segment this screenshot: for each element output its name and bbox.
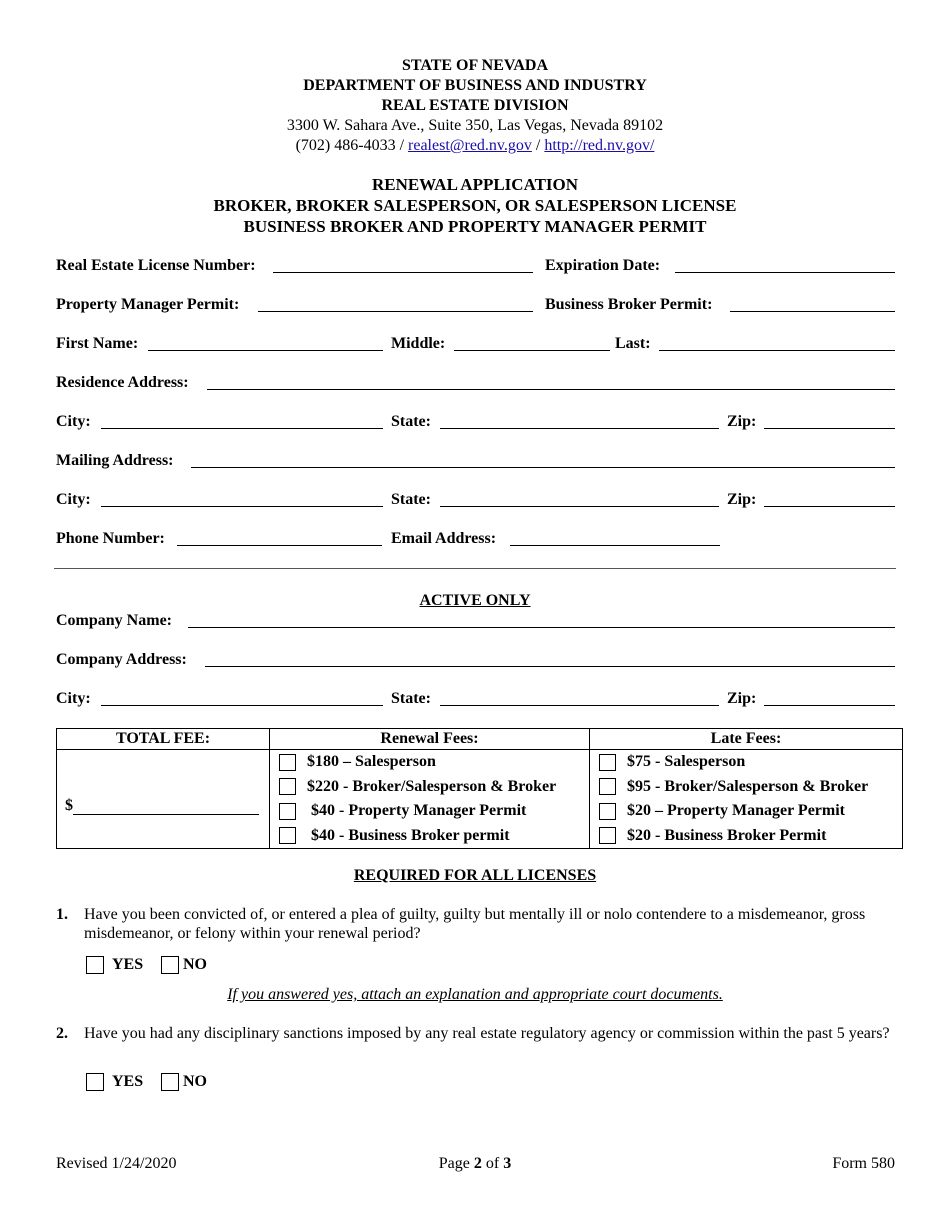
email-address-label: Email Address: xyxy=(391,530,497,547)
header-email-link[interactable]: realest@red.nv.gov xyxy=(408,137,532,154)
header-separator: / xyxy=(399,137,405,154)
mailing-zip-label: Zip: xyxy=(727,491,757,508)
residence-state-field[interactable] xyxy=(440,428,719,429)
header-website-link[interactable]: http://red.nv.gov/ xyxy=(544,137,655,154)
question-1-no[interactable] xyxy=(161,956,207,974)
footer-revised: Revised 1/24/2020 xyxy=(56,1155,177,1172)
company-state-label: State: xyxy=(391,690,431,707)
question-1-no-checkbox[interactable] xyxy=(161,956,179,974)
late-checkbox[interactable] xyxy=(599,778,616,795)
renewal-option-label: $220 - Broker/Salesperson & Broker xyxy=(307,777,557,795)
license-number-label: Real Estate License Number: xyxy=(56,257,256,274)
question-1-note: If you answered yes, attach an explanation and appropriate court documents. xyxy=(227,986,723,1003)
renewal-option-label: $180 – Salesperson xyxy=(307,753,436,771)
renewal-option[interactable] xyxy=(270,799,589,824)
renewal-option[interactable] xyxy=(270,775,589,800)
question-1-yes-label: YES xyxy=(112,956,144,973)
total-fee-header: TOTAL FEE: xyxy=(57,729,270,750)
mailing-state-label: State: xyxy=(391,491,431,508)
header-phone: (702) 486-4033 xyxy=(295,137,396,154)
question-2-yes-label: YES xyxy=(112,1073,144,1090)
mailing-state-field[interactable] xyxy=(440,506,719,507)
question-2-yes[interactable] xyxy=(86,1073,143,1091)
title-line1: RENEWAL APPLICATION xyxy=(371,175,579,194)
email-address-field[interactable] xyxy=(510,545,720,546)
phone-number-field[interactable] xyxy=(177,545,382,546)
total-fee-field[interactable] xyxy=(73,798,259,815)
first-name-field[interactable] xyxy=(148,350,383,351)
renewal-checkbox[interactable] xyxy=(279,778,296,795)
renewal-option[interactable] xyxy=(270,824,589,849)
header-division: REAL ESTATE DIVISION xyxy=(381,97,569,114)
renewal-option[interactable] xyxy=(270,750,589,775)
section-divider xyxy=(54,568,896,569)
renewal-option-label: $40 - Property Manager Permit xyxy=(307,802,527,820)
renewal-checkbox[interactable] xyxy=(279,827,296,844)
header-state: STATE OF NEVADA xyxy=(401,57,549,74)
question-2-number: 2. xyxy=(56,1025,68,1042)
question-1-no-label: NO xyxy=(183,956,207,973)
company-address-label: Company Address: xyxy=(56,651,187,668)
late-checkbox[interactable] xyxy=(599,754,616,771)
question-1-number: 1. xyxy=(56,906,68,923)
late-checkbox[interactable] xyxy=(599,803,616,820)
footer-page-total: 3 xyxy=(503,1155,512,1172)
header-separator: / xyxy=(535,137,541,154)
company-state-field[interactable] xyxy=(440,705,719,706)
renewal-fees-header: Renewal Fees: xyxy=(270,729,590,750)
last-name-field[interactable] xyxy=(659,350,895,351)
residence-address-field[interactable] xyxy=(207,389,895,390)
footer-form-number: Form 580 xyxy=(832,1155,895,1172)
company-address-field[interactable] xyxy=(205,666,895,667)
header-department: DEPARTMENT OF BUSINESS AND INDUSTRY xyxy=(303,77,647,94)
residence-city-field[interactable] xyxy=(101,428,383,429)
late-fees-cell xyxy=(590,750,903,849)
property-manager-permit-field[interactable] xyxy=(258,311,533,312)
late-option-label: $75 - Salesperson xyxy=(627,753,746,771)
late-option[interactable] xyxy=(590,750,902,775)
title-line2: BROKER, BROKER SALESPERSON, OR SALESPERSON LICENSE xyxy=(213,196,737,215)
late-fees-header: Late Fees: xyxy=(590,729,903,750)
license-number-field[interactable] xyxy=(273,272,533,273)
late-option-label: $20 – Property Manager Permit xyxy=(627,802,846,820)
residence-zip-field[interactable] xyxy=(764,428,895,429)
late-option[interactable] xyxy=(590,775,902,800)
mailing-city-field[interactable] xyxy=(101,506,383,507)
first-name-label: First Name: xyxy=(56,335,139,352)
mailing-address-field[interactable] xyxy=(191,467,895,468)
late-option-label: $20 - Business Broker Permit xyxy=(627,826,827,844)
company-city-label: City: xyxy=(56,690,91,707)
renewal-fees-cell xyxy=(270,750,590,849)
footer-page-mid: of xyxy=(481,1155,504,1172)
company-name-label: Company Name: xyxy=(56,612,172,629)
business-broker-permit-label: Business Broker Permit: xyxy=(545,296,713,313)
question-2-no-checkbox[interactable] xyxy=(161,1073,179,1091)
footer-page-prefix: Page xyxy=(438,1155,474,1172)
expiration-date-label: Expiration Date: xyxy=(545,257,661,274)
question-2-no[interactable] xyxy=(161,1073,207,1091)
mailing-city-label: City: xyxy=(56,491,91,508)
required-heading: REQUIRED FOR ALL LICENSES xyxy=(353,867,597,884)
dollar-sign: $ xyxy=(65,797,73,814)
property-manager-permit-label: Property Manager Permit: xyxy=(56,296,240,313)
header-contact xyxy=(0,136,950,156)
middle-name-field[interactable] xyxy=(454,350,610,351)
footer-page-number xyxy=(0,1155,950,1173)
mailing-zip-field[interactable] xyxy=(764,506,895,507)
active-only-heading: ACTIVE ONLY xyxy=(419,592,531,609)
expiration-date-field[interactable] xyxy=(675,272,895,273)
company-zip-field[interactable] xyxy=(764,705,895,706)
late-option[interactable] xyxy=(590,824,902,849)
renewal-checkbox[interactable] xyxy=(279,803,296,820)
residence-state-label: State: xyxy=(391,413,431,430)
renewal-checkbox[interactable] xyxy=(279,754,296,771)
company-name-field[interactable] xyxy=(188,627,895,628)
residence-zip-label: Zip: xyxy=(727,413,757,430)
question-1-text: Have you been convicted of, or entered a plea of guilty, guilty but mentally ill or nolo contendere to a misdemeanor, gross misdemeanor, or felony within your renewal period? xyxy=(84,906,866,942)
renewal-option-label: $40 - Business Broker permit xyxy=(307,826,510,844)
company-zip-label: Zip: xyxy=(727,690,757,707)
middle-name-label: Middle: xyxy=(391,335,446,352)
late-checkbox[interactable] xyxy=(599,827,616,844)
question-1-yes-checkbox[interactable] xyxy=(86,956,104,974)
residence-address-label: Residence Address: xyxy=(56,374,189,391)
late-option[interactable] xyxy=(590,799,902,824)
title-line3: BUSINESS BROKER AND PROPERTY MANAGER PERMIT xyxy=(243,217,707,236)
question-2-text: Have you had any disciplinary sanctions imposed by any real estate regulatory agency or commission within the past 5 years? xyxy=(84,1025,890,1042)
footer-page-current: 2 xyxy=(473,1155,482,1172)
question-2-yes-checkbox[interactable] xyxy=(86,1073,104,1091)
question-2-no-label: NO xyxy=(183,1073,207,1090)
mailing-address-label: Mailing Address: xyxy=(56,452,174,469)
question-1-yes[interactable] xyxy=(86,956,143,974)
last-name-label: Last: xyxy=(615,335,651,352)
header-address: 3300 W. Sahara Ave., Suite 350, Las Vegas, Nevada 89102 xyxy=(286,117,664,134)
fees-table xyxy=(56,728,903,849)
total-fee-cell xyxy=(57,750,270,849)
company-city-field[interactable] xyxy=(101,705,383,706)
residence-city-label: City: xyxy=(56,413,91,430)
business-broker-permit-field[interactable] xyxy=(730,311,895,312)
phone-number-label: Phone Number: xyxy=(56,530,165,547)
late-option-label: $95 - Broker/Salesperson & Broker xyxy=(627,777,869,795)
